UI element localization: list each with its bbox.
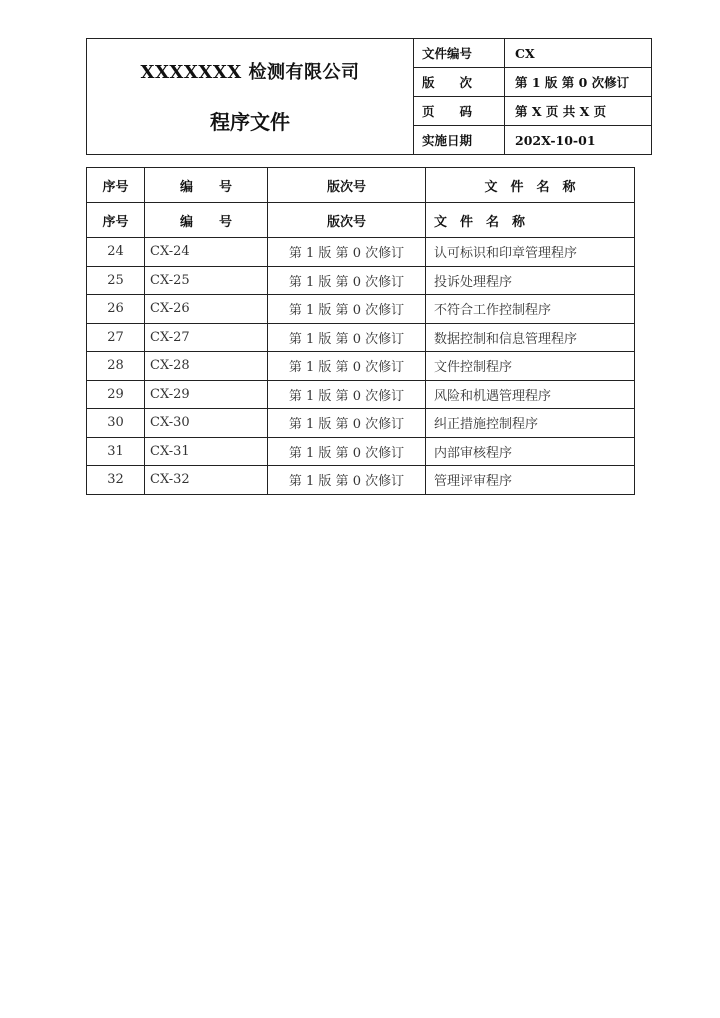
row-name: 内部审核程序 bbox=[426, 437, 635, 466]
table-row bbox=[87, 266, 635, 295]
row-code: CX-28 bbox=[145, 352, 268, 381]
row-no: 32 bbox=[87, 466, 145, 495]
row-version: 第 1 版 第 0 次修订 bbox=[268, 295, 426, 324]
table-row bbox=[87, 238, 635, 267]
row-version: 第 1 版 第 0 次修订 bbox=[268, 266, 426, 295]
row-name: 文件控制程序 bbox=[426, 352, 635, 381]
header-version: 版次号 bbox=[268, 203, 426, 238]
file-number-label: 文件编号 bbox=[414, 39, 505, 68]
row-name: 风险和机遇管理程序 bbox=[426, 380, 635, 409]
table-header-row bbox=[87, 203, 635, 238]
row-name: 纠正措施控制程序 bbox=[426, 409, 635, 438]
company-title-cell bbox=[87, 39, 414, 155]
row-version: 第 1 版 第 0 次修订 bbox=[268, 238, 426, 267]
document-header-table bbox=[86, 38, 652, 155]
row-code: CX-27 bbox=[145, 323, 268, 352]
row-code: CX-26 bbox=[145, 295, 268, 324]
page-value: 第 X 页 共 X 页 bbox=[505, 97, 652, 126]
document-type-title: 程序文件 bbox=[210, 110, 290, 134]
header-code: 编 号 bbox=[145, 168, 268, 203]
row-no: 31 bbox=[87, 437, 145, 466]
row-no: 26 bbox=[87, 295, 145, 324]
row-version: 第 1 版 第 0 次修订 bbox=[268, 409, 426, 438]
header-name: 文 件 名 称 bbox=[426, 203, 635, 238]
row-code: CX-32 bbox=[145, 466, 268, 495]
page-label: 页 码 bbox=[414, 97, 505, 126]
row-no: 30 bbox=[87, 409, 145, 438]
table-row bbox=[87, 352, 635, 381]
row-code: CX-31 bbox=[145, 437, 268, 466]
row-version: 第 1 版 第 0 次修订 bbox=[268, 466, 426, 495]
header-no: 序号 bbox=[87, 203, 145, 238]
procedure-list-table bbox=[86, 167, 635, 495]
edition-label: 版 次 bbox=[414, 68, 505, 97]
table-row bbox=[87, 295, 635, 324]
edition-value: 第 1 版 第 0 次修订 bbox=[505, 68, 652, 97]
row-no: 29 bbox=[87, 380, 145, 409]
effective-date-label: 实施日期 bbox=[414, 126, 505, 155]
table-row bbox=[87, 409, 635, 438]
header-code: 编 号 bbox=[145, 203, 268, 238]
row-name: 投诉处理程序 bbox=[426, 266, 635, 295]
row-name: 数据控制和信息管理程序 bbox=[426, 323, 635, 352]
row-version: 第 1 版 第 0 次修订 bbox=[268, 323, 426, 352]
row-name: 管理评审程序 bbox=[426, 466, 635, 495]
company-name: XXXXXXX 检测有限公司 bbox=[140, 62, 360, 83]
table-row bbox=[87, 466, 635, 495]
row-no: 24 bbox=[87, 238, 145, 267]
row-no: 25 bbox=[87, 266, 145, 295]
row-code: CX-29 bbox=[145, 380, 268, 409]
table-header-row bbox=[87, 168, 635, 203]
file-number-value: CX bbox=[505, 39, 652, 68]
row-code: CX-24 bbox=[145, 238, 268, 267]
row-version: 第 1 版 第 0 次修订 bbox=[268, 437, 426, 466]
row-no: 27 bbox=[87, 323, 145, 352]
header-name: 文 件 名 称 bbox=[426, 168, 635, 203]
row-code: CX-25 bbox=[145, 266, 268, 295]
row-name: 不符合工作控制程序 bbox=[426, 295, 635, 324]
effective-date-value: 202X-10-01 bbox=[505, 126, 652, 155]
row-version: 第 1 版 第 0 次修订 bbox=[268, 380, 426, 409]
table-row bbox=[87, 437, 635, 466]
table-row bbox=[87, 380, 635, 409]
row-no: 28 bbox=[87, 352, 145, 381]
row-name: 认可标识和印章管理程序 bbox=[426, 238, 635, 267]
table-row bbox=[87, 323, 635, 352]
header-no: 序号 bbox=[87, 168, 145, 203]
row-code: CX-30 bbox=[145, 409, 268, 438]
row-version: 第 1 版 第 0 次修订 bbox=[268, 352, 426, 381]
header-version: 版次号 bbox=[268, 168, 426, 203]
